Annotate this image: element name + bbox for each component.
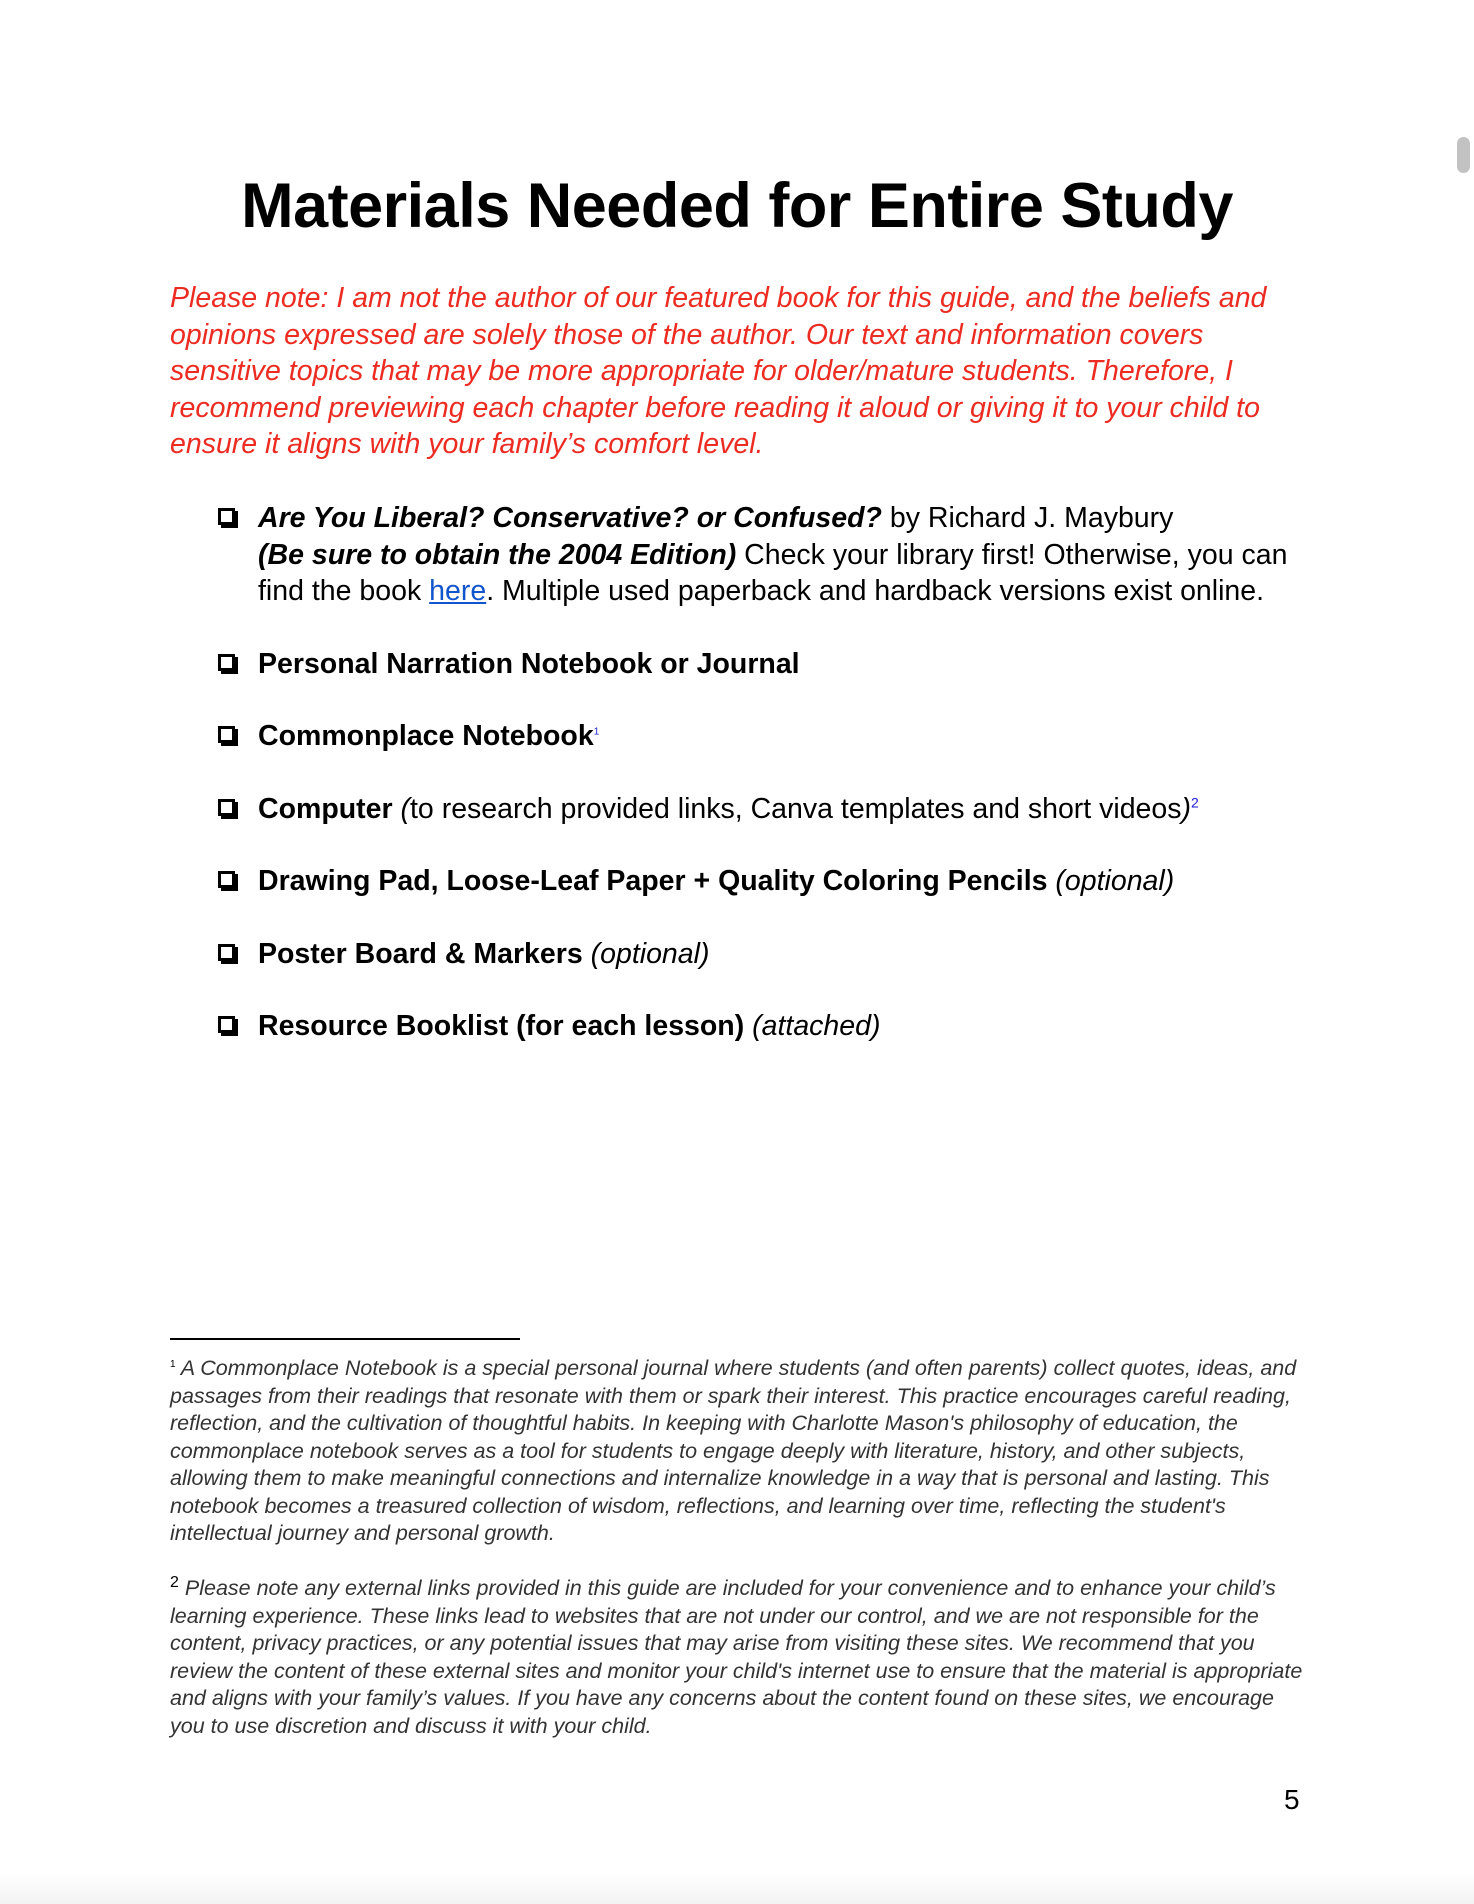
book-title: Are You Liberal? Conservative? or Confused?	[258, 502, 882, 534]
materials-list	[0, 500, 1474, 1045]
page-number: 5	[1284, 1784, 1300, 1815]
footnote-1	[170, 1355, 1310, 1548]
drawing-note: (optional)	[1047, 865, 1175, 897]
commonplace-label: Commonplace Notebook	[258, 720, 594, 752]
scrollbar-thumb[interactable]	[1457, 137, 1470, 173]
checkbox-icon[interactable]	[218, 508, 235, 525]
author-disclaimer: Please note: I am not the author of our featured book for this guide, and the beliefs and opinions expressed are solely those of the author. Our text and information covers sensitive topics that may be more appropriate for older/mature students. Therefore, I recommend previewing each chapter before reading it aloud or giving it to your child to ensure it aligns with your family’s comfort level.	[170, 282, 1267, 460]
checkbox-icon[interactable]	[218, 726, 235, 743]
book-author: by Richard J. Maybury	[881, 502, 1174, 534]
checkbox-icon[interactable]	[218, 654, 235, 671]
edition-note: (Be sure to obtain the 2004 Edition)	[258, 538, 737, 571]
footnote-1-mark: 1	[170, 1358, 176, 1370]
checkbox-icon[interactable]	[218, 799, 235, 816]
footnote-ref-1[interactable]: 1	[593, 726, 600, 738]
computer-desc: to research provided links, Canva templates and short videos	[410, 792, 1182, 825]
list-item-narration	[0, 646, 1308, 683]
drawing-label: Drawing Pad, Loose-Leaf Paper + Quality Coloring Pencils	[258, 865, 1048, 897]
poster-label: Poster Board & Markers	[258, 937, 583, 970]
booklist-label: Resource Booklist (for each lesson)	[258, 1010, 745, 1042]
paren-close: )	[1181, 792, 1192, 825]
footnote-1-text: A Commonplace Notebook is a special personal journal where students (and often parents) collect quotes, ideas, and passages from their readings that resonate with them or spark their interest. This practice encourages careful reading, reflection, and the cultivation of thoughtful habits. In keeping with Charlotte Mason's philosophy of education, the commonplace notebook serves as a tool for students to engage deeply with literature, history, and other subjects, allowing them to make meaningful connections and internalize knowledge in a way that is personal and lasting. This notebook becomes a treasured collection of wisdom, reflections, and learning over time, reflecting the student's intellectual journey and personal growth.	[170, 1356, 1297, 1545]
footnote-2	[170, 1575, 1310, 1740]
computer-label: Computer	[258, 792, 393, 825]
list-item-book	[0, 500, 1308, 610]
list-item-computer	[0, 791, 1308, 828]
footnote-ref-2[interactable]: 2	[1191, 794, 1199, 810]
list-item-commonplace	[0, 718, 1308, 755]
footnote-2-mark: 2	[170, 1573, 179, 1591]
checkbox-icon[interactable]	[218, 871, 235, 888]
narration-label: Personal Narration Notebook or Journal	[258, 647, 800, 680]
checkbox-icon[interactable]	[218, 944, 235, 961]
footnote-2-text: Please note any external links provided in this guide are included for your convenience and to enhance your child’s learning experience. These links lead to websites that are not under our control, and we are not responsible for the content, privacy practices, or any potential issues that may arise from visiting these sites. We recommend that you review the content of these external sites and monitor your child's internet use to ensure that the material is appropriate and aligns with your family’s values. If you have any concerns about the content found on these sites, we encourage you to use discretion and discuss it with your child.	[170, 1576, 1303, 1738]
footnote-divider	[170, 1338, 520, 1340]
booklist-note: (attached)	[744, 1010, 881, 1042]
list-item-booklist	[0, 1008, 1308, 1045]
list-item-drawing	[0, 863, 1308, 900]
list-item-poster	[0, 936, 1308, 973]
library-text: Check your library first! Otherwise, you can find the book	[258, 538, 1288, 607]
book-link[interactable]: here	[429, 575, 487, 607]
poster-note: (optional)	[582, 937, 710, 970]
page-title: Materials Needed for Entire Study	[241, 171, 1233, 241]
checkbox-icon[interactable]	[218, 1016, 235, 1033]
after-link-text: . Multiple used paperback and hardback versions exist online.	[486, 575, 1265, 607]
paren-open: (	[392, 792, 411, 825]
page-bottom-edge	[0, 1872, 1474, 1904]
